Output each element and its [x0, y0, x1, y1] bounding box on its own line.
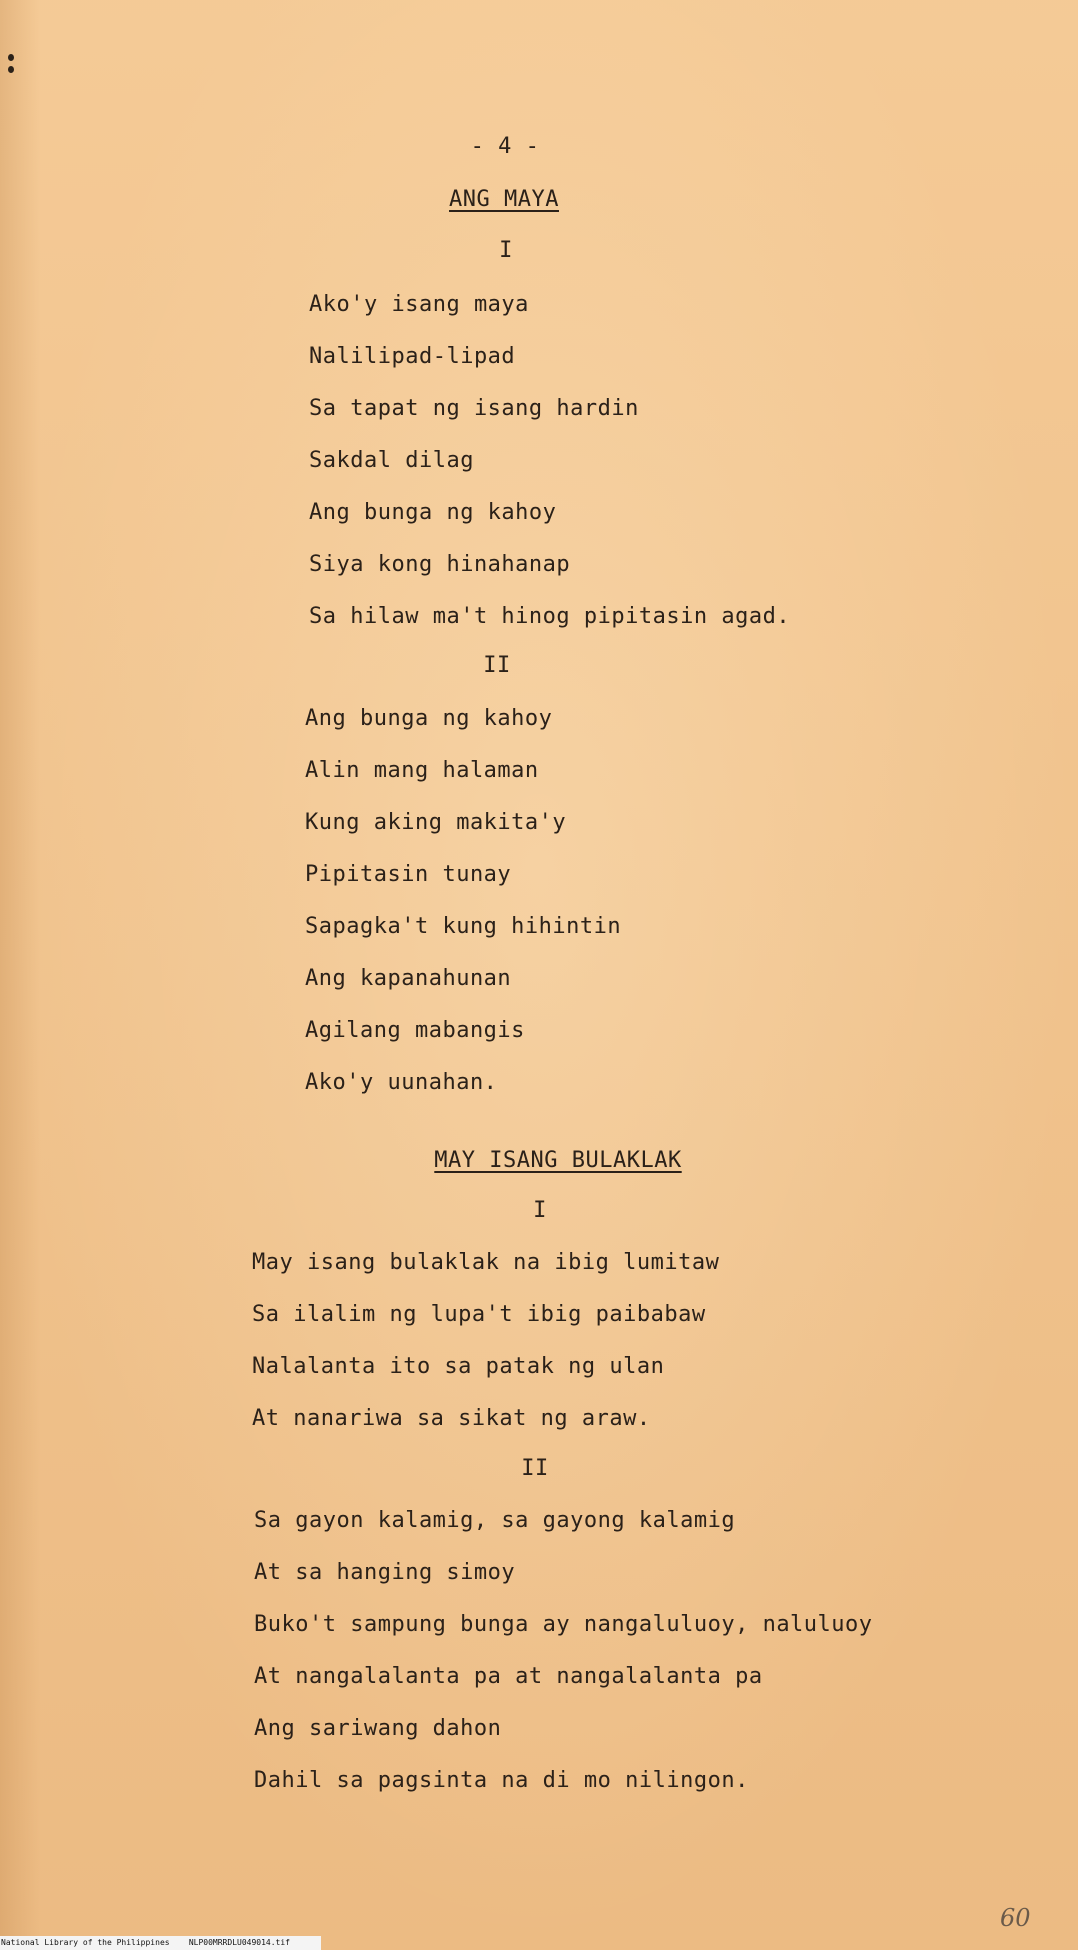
poem-line: Ako'y uunahan. [305, 1070, 498, 1095]
poem-line: At nanariwa sa sikat ng araw. [252, 1406, 651, 1431]
poem-line: Pipitasin tunay [305, 862, 512, 887]
poem-line: Buko't sampung bunga ay nangaluluoy, naluluoy [254, 1612, 873, 1637]
poem-line: Nalilipad-lipad [309, 344, 516, 369]
poem-line: Dahil sa pagsinta na di mo nilingon. [254, 1768, 749, 1793]
poem-line: Agilang mabangis [305, 1018, 525, 1043]
poem-line: Sa tapat ng isang hardin [309, 396, 639, 421]
poem-line: At nangalalanta pa at nangalalanta pa [254, 1664, 763, 1689]
poem-line: Ang bunga ng kahoy [309, 500, 557, 525]
handwritten-page-number: 60 [1000, 1904, 1031, 1932]
poem-line: Sapagka't kung hihintin [305, 914, 622, 939]
poem-line: Sa gayon kalamig, sa gayong kalamig [254, 1508, 736, 1533]
poem-title: MAY ISANG BULAKLAK [434, 1148, 682, 1173]
poem-line: At sa hanging simoy [254, 1560, 516, 1585]
stanza-label: I [499, 238, 513, 263]
poem-line: Nalalanta ito sa patak ng ulan [252, 1354, 665, 1379]
stanza-label: II [483, 653, 511, 678]
poem-line: May isang bulaklak na ibig lumitaw [252, 1250, 720, 1275]
poem-line: Sa hilaw ma't hinog pipitasin agad. [309, 604, 791, 629]
punch-mark [8, 66, 14, 73]
poem-line: Ako'y isang maya [309, 292, 529, 317]
poem-line: Alin mang halaman [305, 758, 539, 783]
poem-line: Kung aking makita'y [305, 810, 567, 835]
page-label: - 4 - [470, 134, 540, 159]
stanza-label: I [533, 1198, 547, 1223]
poem-line: Ang sariwang dahon [254, 1716, 502, 1741]
poem-line: Siya kong hinahanap [309, 552, 571, 577]
poem-title: ANG MAYA [449, 187, 559, 212]
poem-line: Ang bunga ng kahoy [305, 706, 553, 731]
punch-mark [8, 54, 14, 61]
stanza-label: II [521, 1456, 549, 1481]
poem-line: Sa ilalim ng lupa't ibig paibabaw [252, 1302, 706, 1327]
poem-line: Sakdal dilag [309, 448, 474, 473]
scan-footer: National Library of the Philippines NLP00MRRDLU049014.tif [0, 1936, 321, 1950]
poem-line: Ang kapanahunan [305, 966, 512, 991]
